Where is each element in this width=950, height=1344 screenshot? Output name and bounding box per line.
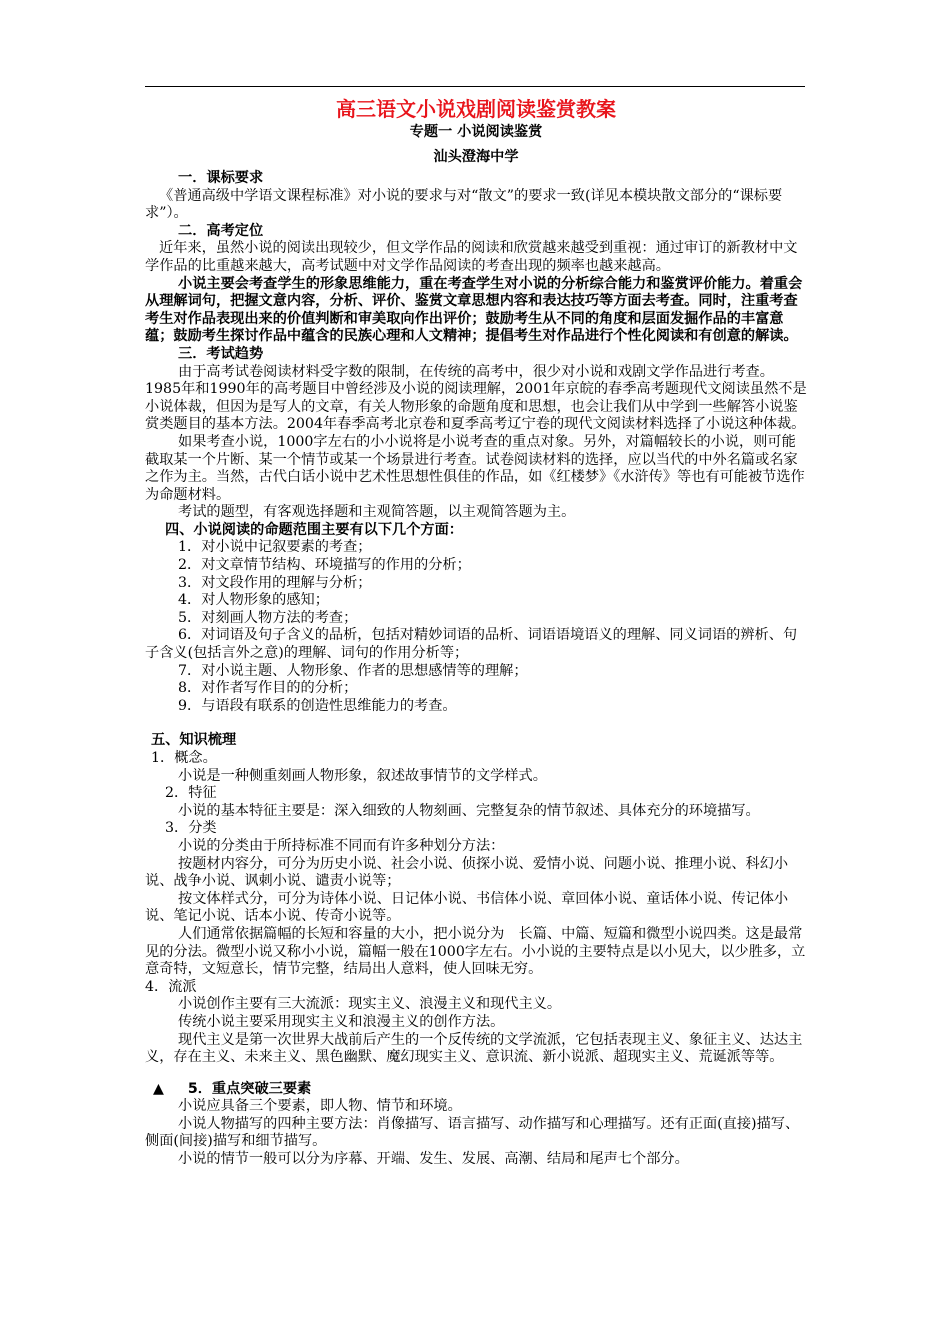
paragraph: 按文体样式分，可分为诗体小说、日记体小说、书信体小说、章回体小说、童话体小说、传记体小说、笔记小说、话本小说、传奇小说等。 bbox=[145, 890, 789, 925]
paragraph: 传统小说主要采用现实主义和浪漫主义的创作方法。 bbox=[178, 1013, 505, 1030]
section-heading-scope: 四、小说阅读的命题范围主要有以下几个方面： bbox=[165, 521, 463, 538]
list-item: 7．对小说主题、人物形象、作者的思想感情等的理解； bbox=[178, 662, 528, 679]
list-item: 3．对文段作用的理解与分析； bbox=[178, 574, 372, 591]
heading-text: 5．重点突破三要素 bbox=[187, 1080, 312, 1097]
triangle-icon: ▲ bbox=[153, 1080, 164, 1097]
paragraph: 人们通常依据篇幅的长短和容量的大小，把小说分为 长篇、中篇、短篇和微型小说四类。这是最常见的分法。微型小说又称小小说，篇幅一般在1000字左右。小小说的主要特点是以小见大，以少胜多，立意奇特，文短意长，情节完整，结局出人意料，使人回味无穷。 bbox=[145, 925, 806, 978]
list-item: 2．对文章情节结构、环境描写的作用的分析； bbox=[178, 557, 471, 574]
paragraph: 按题材内容分，可分为历史小说、社会小说、侦探小说、爱情小说、问题小说、推理小说、科幻小说、战争小说、讽刺小说、谴责小说等； bbox=[145, 855, 789, 890]
subheading: 4．流派 bbox=[145, 978, 197, 995]
paragraph: 《普通高级中学语文课程标准》对小说的要求与对“散文”的要求一致(详见本模块散文部分的“课标要求”）。 bbox=[145, 187, 783, 222]
paragraph-bold: 小说主要会考查学生的形象思维能力，重在考查学生对小说的分析综合能力和鉴赏评价能力。着重会从理解词句，把握文意内容，分析、评价、鉴赏文章思想内容和表达技巧等方面去考查。同时，注重考查考生对作品表现出来的价值判断和审美取向作出评价；鼓励考生从不同的角度和层面发掘作品的丰富意蕴；鼓励考生探讨作品中蕴含的民族心理和人文精神；提倡考生对作品进行个性化阅读和有创意的解读。 bbox=[145, 275, 803, 345]
section-heading-knowledge: 五、知识梳理 bbox=[151, 732, 237, 749]
section-heading-positioning: 二．高考定位 bbox=[178, 222, 264, 239]
top-rule bbox=[145, 86, 805, 87]
list-item: 4．对人物形象的感知； bbox=[178, 592, 329, 609]
paragraph: 现代主义是第一次世界大战前后产生的一个反传统的文学流派，它包括表现主义、象征主义、达达主义，存在主义、未来主义、黑色幽默、魔幻现实主义、意识流、新小说派、超现实主义、荒诞派等等。 bbox=[145, 1031, 803, 1066]
paragraph: 小说应具备三个要素，即人物、情节和环境。 bbox=[178, 1098, 462, 1115]
list-item: 9．与语段有联系的创造性思维能力的考查。 bbox=[178, 697, 457, 714]
paragraph: 小说创作主要有三大流派：现实主义、浪漫主义和现代主义。 bbox=[178, 996, 562, 1013]
document-subtitle: 专题一 小说阅读鉴赏 bbox=[409, 124, 543, 140]
spacer bbox=[145, 715, 807, 732]
spacer bbox=[145, 1067, 807, 1081]
school-name: 汕头澄海中学 bbox=[433, 149, 519, 165]
paragraph: 考试的题型，有客观选择题和主观简答题，以主观简答题为主。 bbox=[178, 504, 576, 521]
section-heading-three-elements bbox=[145, 1081, 807, 1099]
subheading: 2．特征 bbox=[165, 785, 217, 802]
paragraph: 如果考查小说，1000字左右的小小说将是小说考查的重点对象。另外，对篇幅较长的小说，则可能截取某一个片断、某一个情节或某一个场景进行考查。试卷阅读材料的选择，应以当代的中外名篇或名家之作为主。当然，古代白话小说中艺术性思想性俱佳的作品，如《红楼梦》《水浒传》等也有可能被节选作为命题材料。 bbox=[145, 433, 805, 503]
paragraph: 由于高考试卷阅读材料受字数的限制，在传统的高考中，很少对小说和戏剧文学作品进行考查。1985年和1990年的高考题目中曾经涉及小说的阅读理解，2001年京皖的春季高考题现代文阅读虽然不是小说体裁，但因为是写人的文章，有关人物形象的命题角度和思想，也会让我们从中学到一些解答小说鉴赏类题目的基本方法。2004年春季高考北京卷和夏季高考辽宁卷的现代文阅读材料选择了小说这种体裁。 bbox=[145, 363, 807, 433]
scope-list bbox=[145, 539, 807, 715]
paragraph: 小说的基本特征主要是：深入细致的人物刻画、完整复杂的情节叙述、具体充分的环境描写。 bbox=[178, 802, 760, 819]
paragraph: 近年来，虽然小说的阅读出现较少，但文学作品的阅读和欣赏越来越受到重视：通过审订的新教材中文学作品的比重越来越大，高考试题中对文学作品阅读的考查出现的频率也越来越高。 bbox=[145, 240, 798, 274]
paragraph: 小说人物描写的四种主要方法：肖像描写、语言描写、动作描写和心理描写。还有正面(直接)描写、侧面(间接)描写和细节描写。 bbox=[145, 1115, 800, 1150]
paragraph: 小说的分类由于所持标准不同而有许多种划分方法： bbox=[178, 837, 505, 854]
list-item: 1．对小说中记叙要素的考查； bbox=[178, 539, 372, 556]
document-title: 高三语文小说戏剧阅读鉴赏教案 bbox=[336, 97, 616, 121]
section-heading-standards: 一．课标要求 bbox=[178, 170, 264, 186]
section-heading-trends: 三．考试趋势 bbox=[178, 345, 264, 362]
list-item: 8．对作者写作目的的分析； bbox=[178, 680, 358, 697]
document-page bbox=[145, 96, 807, 1169]
paragraph: 小说是一种侧重刻画人物形象，叙述故事情节的文学样式。 bbox=[178, 767, 547, 784]
subheading: 3．分类 bbox=[165, 820, 217, 837]
list-item: 5．对刻画人物方法的考查； bbox=[178, 609, 358, 626]
list-item: 6．对词语及句子含义的品析，包括对精妙词语的品析、词语语境语义的理解、同义词语的辨析、句子含义(包括言外之意)的理解、词句的作用分析等； bbox=[145, 627, 798, 662]
paragraph: 小说的情节一般可以分为序幕、开端、发生、发展、高潮、结局和尾声七个部分。 bbox=[178, 1151, 689, 1168]
subheading: 1．概念。 bbox=[151, 750, 217, 766]
